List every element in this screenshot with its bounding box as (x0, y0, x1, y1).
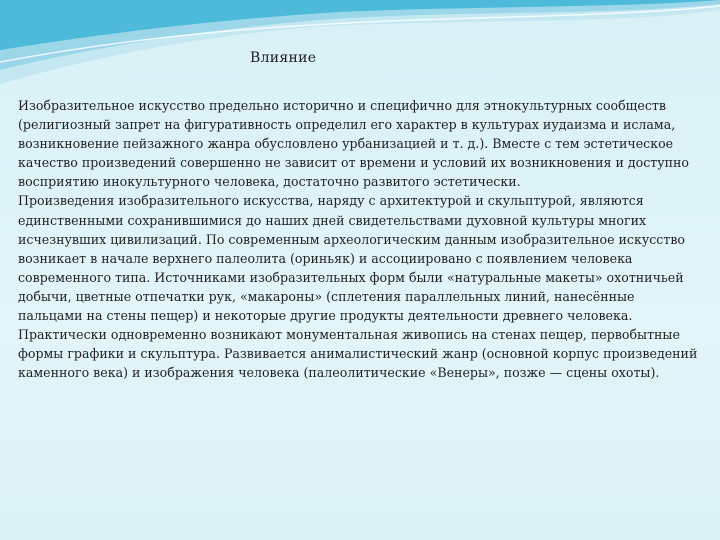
slide-body (18, 96, 698, 382)
slide-title: Влияние (250, 50, 317, 66)
paragraph-1: Изобразительное искусство предельно исторично и специфично для этнокультурных сообществ (религиозный запрет на фигуративность определил его характер в культурах иудаизма и ислама, возникновение пейзажного жанра обусловлено урбанизацией и т. д.). Вместе с тем эстетическое качество произведений совершенно не зависит от времени и условий их возникновения и доступно восприятию инокультурного человека, достаточно развитого эстетически. (18, 98, 689, 190)
paragraph-2: Произведения изобразительного искусства, наряду с архитектурой и скульптурой, являются единственными сохранившимися до наших дней свидетельствами духовной культуры многих исчезнувших цивилизаций. По современным археологическим данным изобразительное искусство возникает в начале верхнего палеолита (ориньяк) и ассоциировано с появлением человека современного типа. Источниками изобразительных форм были «натуральные макеты» охотничьей добычи, цветные отпечатки рук, «макароны» (сплетения параллельных линий, нанесённые пальцами на стены пещер) и некоторые другие продукты деятельности древнего человека. Практически одновременно возникают монументальная живопись на стенах пещер, первобытные формы графики и скульптура. Развивается анималистический жанр (основной корпус произведений каменного века) и изображения человека (палеолитические «Венеры», позже — сцены охоты). (18, 193, 698, 381)
wave-decoration (0, 0, 720, 90)
